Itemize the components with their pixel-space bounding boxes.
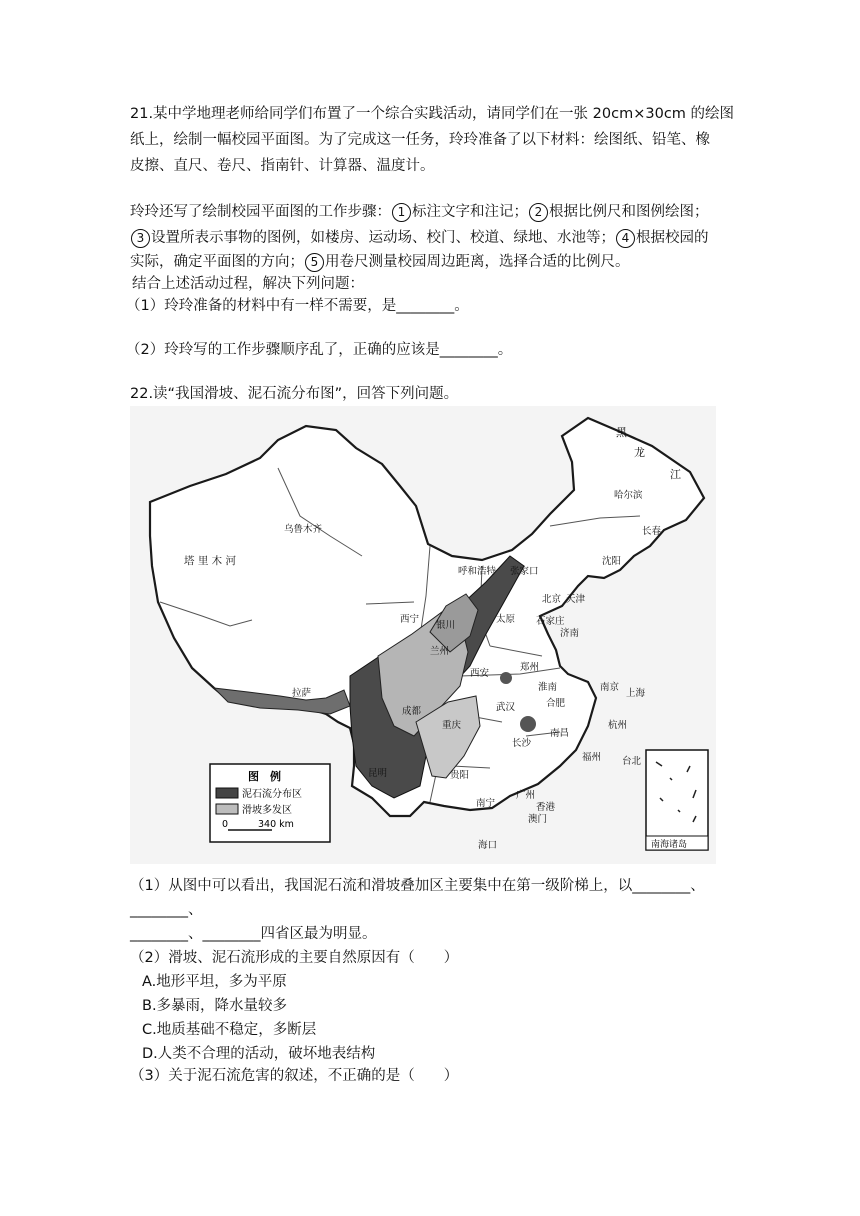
q21-steps-line-3 [130, 252, 630, 272]
city-label: 贵阳 [450, 770, 470, 781]
q21-steps-line-1 [130, 202, 709, 222]
city-label: 福州 [582, 752, 602, 763]
legend-item-landslide: 滑坡多发区 [242, 805, 292, 816]
city-label: 海口 [478, 840, 498, 851]
city-label: 长春 [642, 526, 662, 537]
city-label: 天津 [566, 594, 586, 605]
city-label: 上海 [626, 688, 646, 699]
south-china-sea-inset [646, 750, 708, 850]
legend-title: 图 例 [248, 770, 281, 783]
q22-sub2: （2）滑坡、泥石流形成的主要自然原因有（ ） [130, 950, 459, 966]
q21-combine: 结合上述活动过程，解决下列问题： [132, 276, 364, 292]
city-label: 济南 [560, 628, 580, 639]
city-label: 广州 [516, 790, 536, 801]
step-number-5: 5 [305, 253, 324, 272]
city-label: 合肥 [546, 698, 566, 709]
city-label: 郑州 [520, 662, 540, 673]
inset-label: 南海诸岛 [651, 840, 688, 850]
step-2: 根据比例尺和图例绘图； [549, 204, 709, 220]
q22-sub1-a: （1）从图中可以看出，我国泥石流和滑坡叠加区主要集中在第一级阶梯上，以________、 [130, 878, 705, 894]
debris-flow-spot-jiangxi [520, 716, 536, 732]
city-label: 成都 [402, 706, 422, 717]
inset-box [646, 750, 708, 850]
city-label: 乌鲁木齐 [284, 524, 323, 535]
step-number-1: 1 [392, 203, 411, 222]
city-label: 杭州 [608, 720, 628, 731]
legend-item-debris: 泥石流分布区 [242, 789, 302, 800]
option-a: A.地形平坦，多为平原 [142, 974, 287, 990]
city-label: 武汉 [496, 702, 516, 713]
province-label: 龙 [634, 446, 645, 459]
scale-zero: 0 [222, 819, 229, 830]
city-label: 呼和浩特 [458, 566, 497, 577]
city-label: 西安 [470, 668, 490, 679]
step-4b: 实际，确定平面图的方向； [130, 254, 304, 270]
q22-sub1-b: ________、 [130, 902, 203, 918]
q22-sub3: （3）关于泥石流危害的叙述，不正确的是（ ） [130, 1068, 459, 1084]
landslide-debris-flow-map [130, 406, 716, 864]
step-number-4: 4 [616, 229, 635, 248]
q21-line-2: 纸上，绘制一幅校园平面图。为了完成这一任务，玲玲准备了以下材料：绘图纸、铅笔、橡 [130, 132, 710, 148]
city-label: 拉萨 [292, 688, 312, 699]
q22-sub1-c: ________、________四省区最为明显。 [130, 926, 377, 942]
q21-sub2: （2）玲玲写的工作步骤顺序乱了，正确的应该是________。 [126, 342, 513, 358]
map-legend [210, 764, 330, 842]
city-label: 兰州 [430, 646, 450, 657]
step-4a: 根据校园的 [636, 230, 709, 246]
city-label: 昆明 [368, 768, 388, 779]
steps-intro: 玲玲还写了绘制校园平面图的工作步骤： [130, 204, 391, 220]
province-label: 黑 [616, 426, 627, 439]
province-label: 江 [670, 468, 681, 481]
step-3: 设置所表示事物的图例，如楼房、运动场、校门、校道、绿地、水池等； [151, 230, 615, 246]
city-label: 哈尔滨 [614, 490, 643, 501]
option-b: B.多暴雨，降水量较多 [142, 998, 288, 1014]
scale-label: 340 km [258, 819, 294, 830]
city-label: 台北 [622, 756, 642, 767]
city-label: 澳门 [528, 814, 548, 825]
q21-steps-line-2 [130, 228, 709, 248]
q21-line-1: 21.某中学地理老师给同学们布置了一个综合实践活动，请同学们在一张 20cm×30cm 的绘图 [130, 106, 735, 122]
city-label: 张家口 [510, 566, 539, 577]
city-label: 银川 [436, 620, 456, 631]
city-label: 石家庄 [536, 616, 565, 627]
city-label: 南昌 [550, 728, 570, 739]
city-label: 太原 [496, 614, 516, 625]
q21-line-3: 皮擦、直尺、卷尺、指南针、计算器、温度计。 [130, 158, 435, 174]
city-label: 北京 [542, 594, 562, 605]
q21-sub1: （1）玲玲准备的材料中有一样不需要，是________。 [126, 298, 469, 314]
step-number-2: 2 [529, 203, 548, 222]
city-label: 重庆 [442, 720, 462, 731]
city-label: 沈阳 [602, 556, 622, 567]
step-5: 用卷尺测量校园周边距离，选择合适的比例尺。 [325, 254, 630, 270]
step-number-3: 3 [131, 229, 150, 248]
river-label: 塔 里 木 河 [184, 555, 237, 567]
option-d: D.人类不合理的活动，破坏地表结构 [142, 1046, 376, 1062]
city-label: 南京 [600, 682, 620, 693]
debris-flow-spot-hubei [500, 672, 512, 684]
city-label: 西宁 [400, 614, 420, 625]
step-1: 标注文字和注记； [412, 204, 528, 220]
city-label: 香港 [536, 802, 556, 813]
city-label: 南宁 [476, 798, 496, 809]
city-label: 长沙 [512, 738, 532, 749]
q22-title: 22.读“我国滑坡、泥石流分布图”，回答下列问题。 [130, 386, 459, 402]
option-c: C.地质基础不稳定，多断层 [142, 1022, 317, 1038]
legend-swatch-debris [216, 788, 238, 798]
city-label: 淮南 [538, 682, 558, 693]
legend-swatch-landslide [216, 804, 238, 814]
